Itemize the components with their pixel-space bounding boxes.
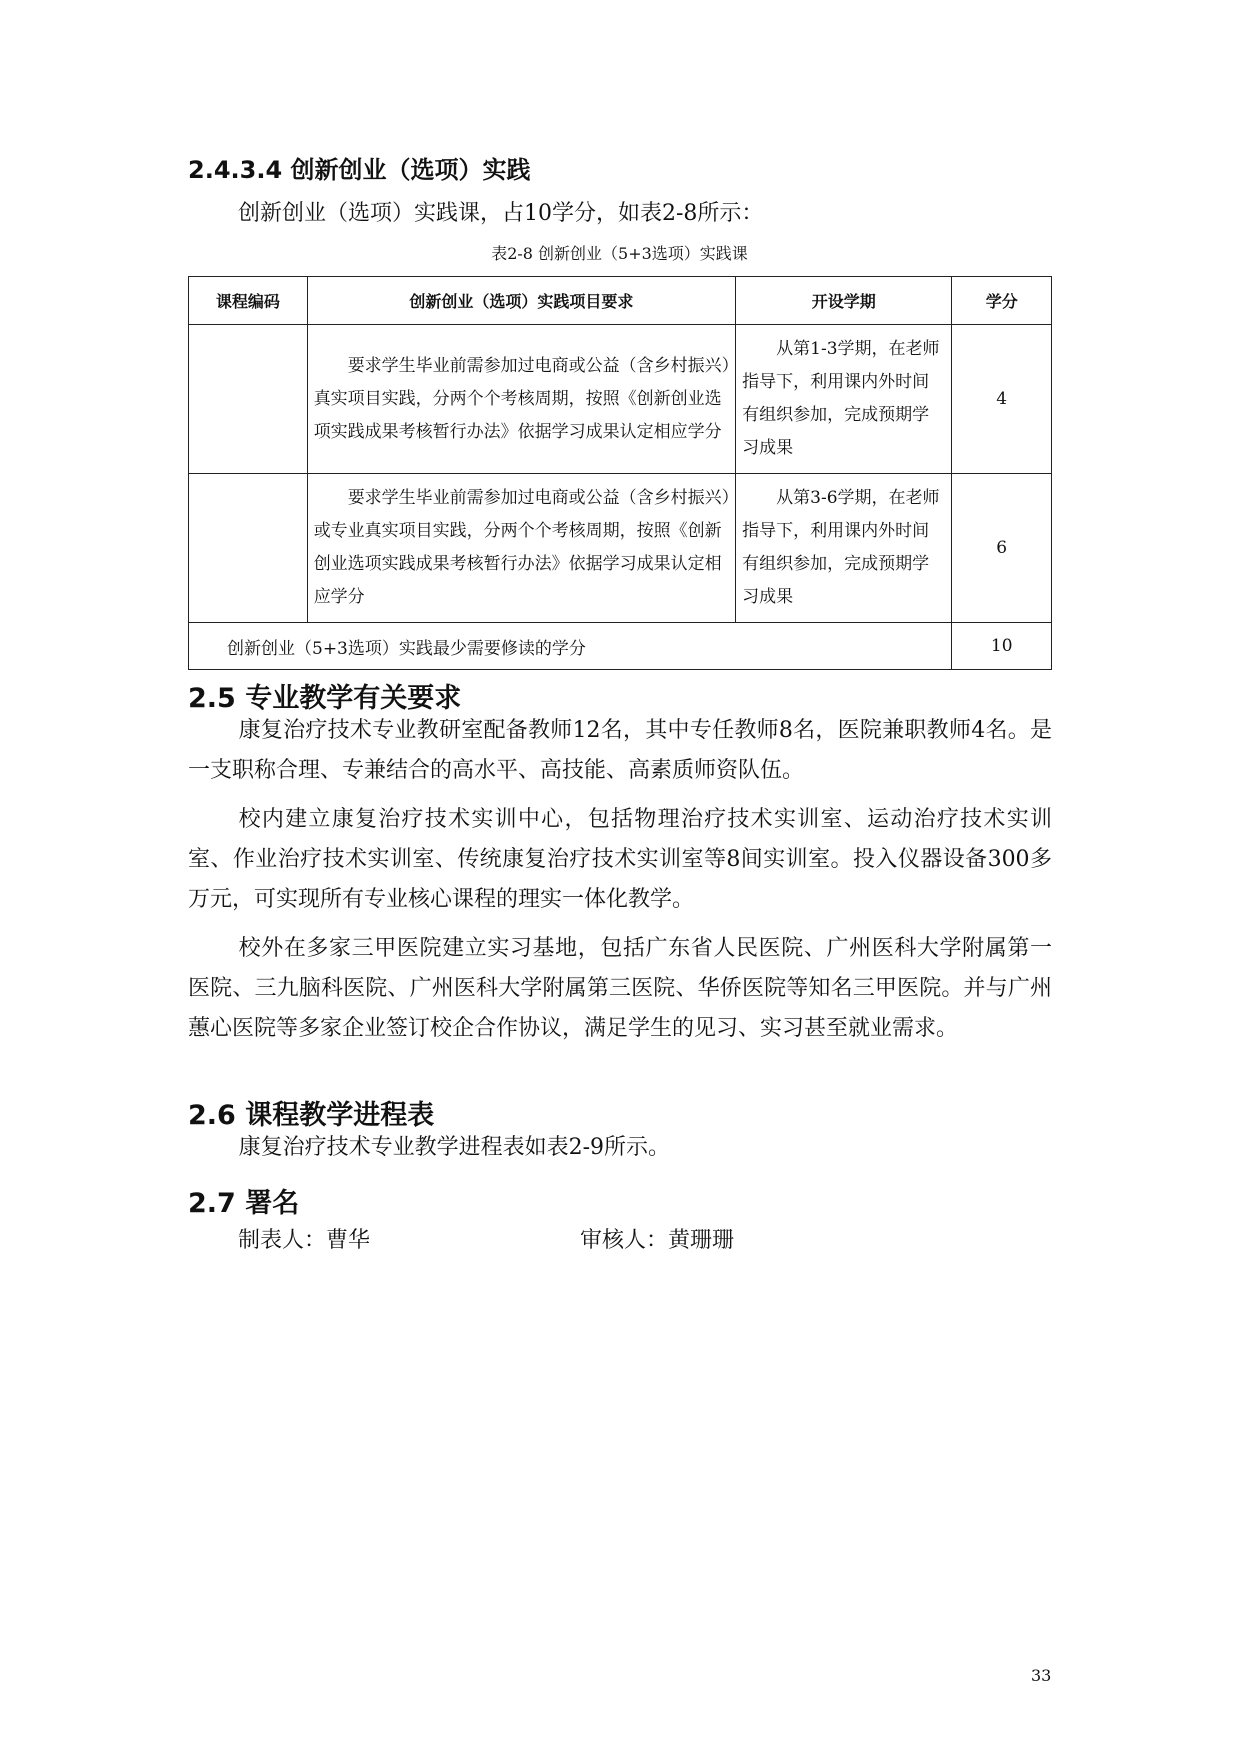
table-row xyxy=(189,325,1052,474)
header-term: 开设学期 xyxy=(736,277,952,325)
table-caption: 表2-8 创新创业（5+3选项）实践课 xyxy=(491,244,748,263)
cell-course-code xyxy=(189,474,308,623)
summary-label: 创新创业（5+3选项）实践最少需要修读的学分 xyxy=(189,623,952,670)
paragraph-off-campus: 校外在多家三甲医院建立实习基地，包括广东省人民医院、广州医科大学附属第一医院、三九脑科医院、广州医科大学附属第三医院、华侨医院等知名三甲医院。并与广州蕙心医院等多家企业签订校企合作协议，满足学生的见习、实习甚至就业需求。 xyxy=(188,936,1052,1041)
table-summary-row xyxy=(189,623,1052,670)
paragraph-faculty: 康复治疗技术专业教研室配备教师12名，其中专任教师8名，医院兼职教师4名。是一支职称合理、专兼结合的高水平、高技能、高素质师资队伍。 xyxy=(188,718,1052,783)
table-header-row xyxy=(189,277,1052,325)
section-heading-2-5: 2.5 专业教学有关要求 xyxy=(188,683,462,714)
cell-credits: 4 xyxy=(952,325,1052,474)
signature-maker: 制表人：曹华 xyxy=(238,1228,371,1253)
practice-course-table xyxy=(188,276,1052,670)
table-row xyxy=(189,474,1052,623)
header-course-code: 课程编码 xyxy=(189,277,308,325)
section-heading-2-6: 2.6 课程教学进程表 xyxy=(188,1100,435,1131)
cell-requirement: 要求学生毕业前需参加过电商或公益（含乡村振兴）或专业真实项目实践，分两个个考核周期，按照《创新创业选项实践成果考核暂行办法》依据学习成果认定相应学分 xyxy=(307,474,735,623)
header-credits: 学分 xyxy=(952,277,1052,325)
cell-credits: 6 xyxy=(952,474,1052,623)
section-heading-2-7: 2.7 署名 xyxy=(188,1188,300,1219)
cell-requirement: 要求学生毕业前需参加过电商或公益（含乡村振兴）真实项目实践，分两个个考核周期，按照《创新创业选项实践成果考核暂行办法》依据学习成果认定相应学分 xyxy=(307,325,735,474)
cell-term: 从第1-3学期，在老师指导下，利用课内外时间有组织参加，完成预期学习成果 xyxy=(736,325,952,474)
cell-course-code xyxy=(189,325,308,474)
signature-reviewer: 审核人：黄珊珊 xyxy=(580,1228,735,1253)
paragraph-campus-training: 校内建立康复治疗技术实训中心，包括物理治疗技术实训室、运动治疗技术实训室、作业治疗技术实训室、传统康复治疗技术实训室等8间实训室。投入仪器设备300多万元，可实现所有专业核心课程的理实一体化教学。 xyxy=(188,807,1052,912)
cell-term: 从第3-6学期，在老师指导下，利用课内外时间有组织参加，完成预期学习成果 xyxy=(736,474,952,623)
summary-credits: 10 xyxy=(952,623,1052,670)
section-intro: 创新创业（选项）实践课，占10学分，如表2-8所示： xyxy=(238,201,764,226)
section-heading-2-4-3-4: 2.4.3.4 创新创业（选项）实践 xyxy=(188,156,531,184)
paragraph-schedule: 康复治疗技术专业教学进程表如表2-9所示。 xyxy=(238,1135,671,1160)
page-number: 33 xyxy=(1031,1666,1052,1685)
header-requirement: 创新创业（选项）实践项目要求 xyxy=(307,277,735,325)
